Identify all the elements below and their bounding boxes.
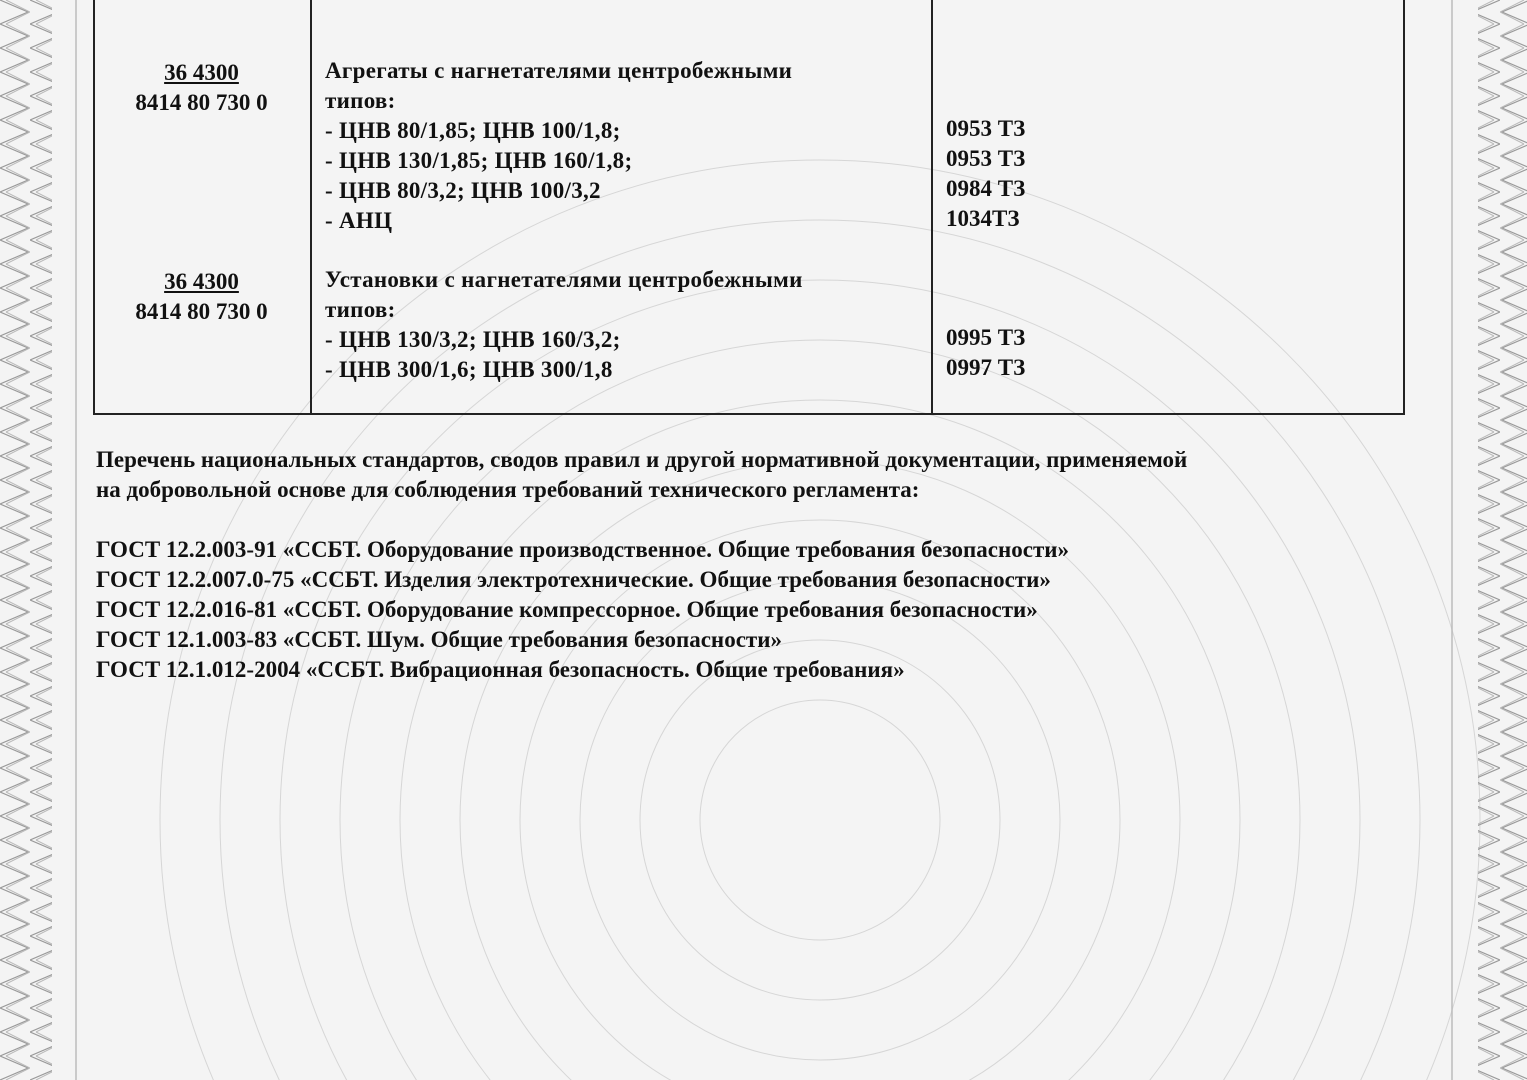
standard-item: ГОСТ 12.2.003-91 «ССБТ. Оборудование производственное. Общие требования безопасности»	[96, 537, 1070, 562]
standards-list	[96, 535, 1416, 685]
product-model: - АНЦ	[325, 208, 393, 233]
product-description	[325, 265, 925, 385]
technical-doc-ref: 0953 ТЗ	[946, 116, 1026, 141]
tn-ved-code: 8414 80 730 0	[135, 90, 268, 115]
product-model: - ЦНВ 80/3,2; ЦНВ 100/3,2	[325, 178, 601, 203]
standards-heading-line: Перечень национальных стандартов, сводов правил и другой нормативной документации, применяемой	[96, 447, 1188, 472]
technical-doc-ref: 0997 ТЗ	[946, 355, 1026, 380]
product-model: - ЦНВ 300/1,6; ЦНВ 300/1,8	[325, 357, 613, 382]
okp-code: 36 4300	[164, 269, 239, 294]
product-code-cell	[94, 58, 309, 118]
technical-doc-cell	[946, 114, 1146, 234]
product-title-line: Установки с нагнетателями центробежными	[325, 267, 803, 292]
technical-doc-cell	[946, 323, 1146, 383]
product-description	[325, 56, 925, 236]
technical-doc-ref: 0995 ТЗ	[946, 325, 1026, 350]
product-code-cell	[94, 267, 309, 327]
okp-code: 36 4300	[164, 60, 239, 85]
tn-ved-code: 8414 80 730 0	[135, 299, 268, 324]
technical-doc-ref: 0953 ТЗ	[946, 146, 1026, 171]
standard-item: ГОСТ 12.2.016-81 «ССБТ. Оборудование компрессорное. Общие требования безопасности»	[96, 597, 1038, 622]
product-model: - ЦНВ 130/3,2; ЦНВ 160/3,2;	[325, 327, 621, 352]
product-title-line: типов:	[325, 297, 396, 322]
product-title-line: Агрегаты с нагнетателями центробежными	[325, 58, 793, 83]
standards-heading	[96, 445, 1416, 505]
standards-heading-line: на добровольной основе для соблюдения требований технического регламента:	[96, 477, 920, 502]
standard-item: ГОСТ 12.1.003-83 «ССБТ. Шум. Общие требования безопасности»	[96, 627, 782, 652]
table-column-divider	[310, 0, 312, 413]
product-model: - ЦНВ 80/1,85; ЦНВ 100/1,8;	[325, 118, 621, 143]
product-title-line: типов:	[325, 88, 396, 113]
technical-doc-ref: 0984 ТЗ	[946, 176, 1026, 201]
standard-item: ГОСТ 12.1.012-2004 «ССБТ. Вибрационная безопасность. Общие требования»	[96, 657, 905, 682]
table-column-divider	[931, 0, 933, 413]
standard-item: ГОСТ 12.2.007.0-75 «ССБТ. Изделия электротехнические. Общие требования безопасности»	[96, 567, 1051, 592]
product-model: - ЦНВ 130/1,85; ЦНВ 160/1,8;	[325, 148, 633, 173]
technical-doc-ref: 1034ТЗ	[946, 206, 1020, 231]
